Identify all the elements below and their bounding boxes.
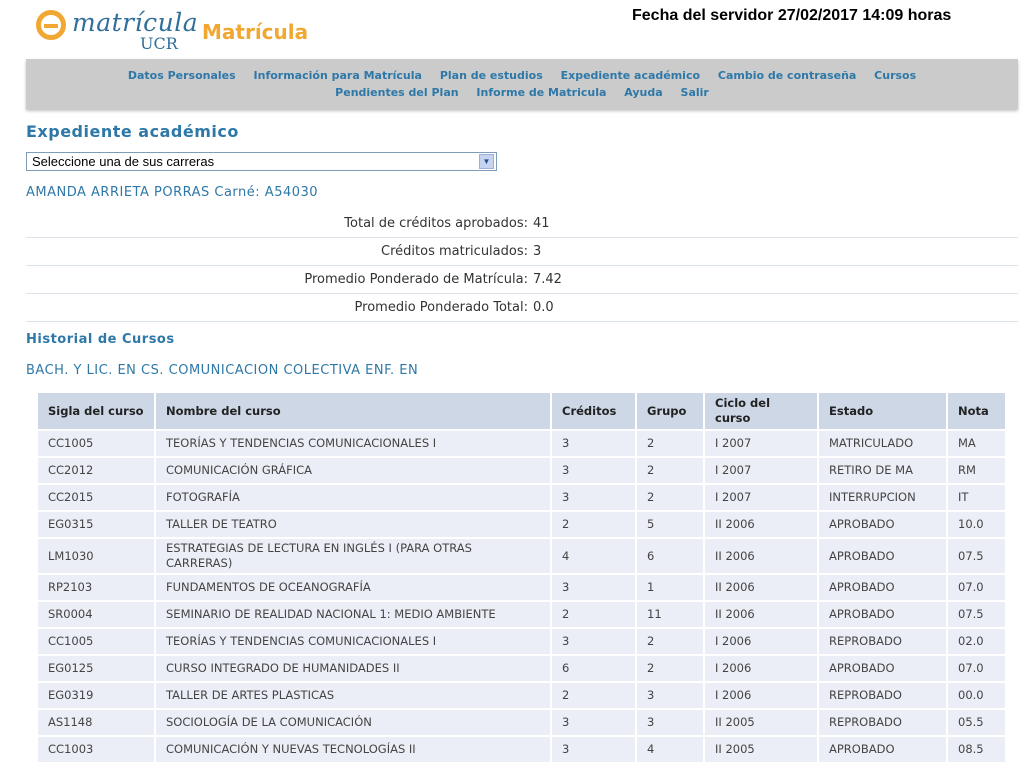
cell-grupo: 1 (636, 574, 704, 601)
nav-ayuda[interactable]: Ayuda (624, 86, 663, 99)
cell-ciclo: I 2007 (704, 430, 818, 457)
history-title: Historial de Cursos (26, 332, 175, 347)
cell-creditos: 2 (551, 682, 636, 709)
summary-label: Promedio Ponderado Total: (354, 300, 528, 315)
cell-creditos: 3 (551, 628, 636, 655)
table-header-row (38, 393, 1005, 430)
server-date: Fecha del servidor 27/02/2017 14:09 horas (632, 7, 952, 24)
program-name: BACH. Y LIC. EN CS. COMUNICACION COLECTIVA ENF. EN (26, 363, 419, 378)
ematricula-logo (34, 8, 334, 54)
cell-nombre: COMUNICACIÓN GRÁFICA (155, 457, 551, 484)
cell-sigla: EG0319 (38, 682, 155, 709)
cell-sigla: CC1003 (38, 736, 155, 762)
cell-creditos: 2 (551, 511, 636, 538)
nav-informacion-matricula[interactable]: Información para Matrícula (253, 69, 422, 82)
nav-salir[interactable]: Salir (680, 86, 709, 99)
cell-estado: INTERRUPCION (818, 484, 947, 511)
cell-sigla: SR0004 (38, 601, 155, 628)
cell-sigla: LM1030 (38, 538, 155, 574)
summary-label: Total de créditos aprobados: (344, 216, 528, 231)
cell-nombre: CURSO INTEGRADO DE HUMANIDADES II (155, 655, 551, 682)
cell-sigla: CC2015 (38, 484, 155, 511)
col-header-nombre: Nombre del curso (155, 393, 551, 430)
table-row (38, 484, 1005, 511)
cell-creditos: 3 (551, 457, 636, 484)
cell-nota: 07.5 (947, 601, 1005, 628)
summary-value: 3 (533, 244, 542, 259)
logo-title: Matrícula (202, 20, 309, 44)
cell-creditos: 3 (551, 736, 636, 762)
summary-value: 7.42 (533, 272, 562, 287)
table-row (38, 655, 1005, 682)
summary-row (26, 266, 1018, 294)
cell-nota: 08.5 (947, 736, 1005, 762)
cell-nota: 07.0 (947, 574, 1005, 601)
cell-sigla: CC1005 (38, 430, 155, 457)
table-row (38, 511, 1005, 538)
cell-estado: REPROBADO (818, 628, 947, 655)
cell-nota: RM (947, 457, 1005, 484)
cell-sigla: EG0315 (38, 511, 155, 538)
cell-ciclo: I 2006 (704, 682, 818, 709)
nav-plan-estudios[interactable]: Plan de estudios (439, 69, 543, 82)
career-select[interactable] (26, 152, 497, 171)
cell-creditos: 2 (551, 601, 636, 628)
cell-nota: 02.0 (947, 628, 1005, 655)
nav-cursos[interactable]: Cursos (874, 69, 917, 82)
cell-ciclo: I 2007 (704, 457, 818, 484)
cell-creditos: 6 (551, 655, 636, 682)
cell-nota: 10.0 (947, 511, 1005, 538)
col-header-ciclo: Ciclo del curso (704, 393, 818, 430)
courses-table (38, 393, 1005, 762)
cell-grupo: 11 (636, 601, 704, 628)
cell-nota: 07.5 (947, 538, 1005, 574)
cell-ciclo: II 2006 (704, 511, 818, 538)
table-row (38, 430, 1005, 457)
cell-ciclo: II 2006 (704, 538, 818, 574)
cell-nombre: SOCIOLOGÍA DE LA COMUNICACIÓN (155, 709, 551, 736)
cell-estado: APROBADO (818, 655, 947, 682)
summary-label: Créditos matriculados: (381, 244, 528, 259)
col-header-estado: Estado (818, 393, 947, 430)
cell-grupo: 2 (636, 628, 704, 655)
cell-estado: APROBADO (818, 538, 947, 574)
cell-nombre: ESTRATEGIAS DE LECTURA EN INGLÉS I (PARA OTRAS CARRERAS) (155, 538, 551, 574)
nav-informe-matricula[interactable]: Informe de Matricula (476, 86, 607, 99)
e-logo-icon (36, 10, 66, 40)
logo-script-text: matrícula (72, 8, 199, 37)
cell-estado: REPROBADO (818, 682, 947, 709)
cell-grupo: 2 (636, 430, 704, 457)
cell-ciclo: I 2006 (704, 655, 818, 682)
credits-summary (26, 210, 1018, 322)
cell-sigla: CC2012 (38, 457, 155, 484)
nav-row-2 (26, 84, 1018, 101)
cell-nombre: TALLER DE ARTES PLASTICAS (155, 682, 551, 709)
cell-ciclo: I 2007 (704, 484, 818, 511)
cell-estado: APROBADO (818, 736, 947, 762)
table-row (38, 574, 1005, 601)
cell-grupo: 2 (636, 457, 704, 484)
cell-nota: 00.0 (947, 682, 1005, 709)
student-name: AMANDA ARRIETA PORRAS Carné: A54030 (26, 185, 319, 200)
cell-creditos: 3 (551, 709, 636, 736)
cell-creditos: 4 (551, 538, 636, 574)
career-select-value: Seleccione una de sus carreras (32, 154, 215, 169)
table-row (38, 538, 1005, 574)
cell-nota: 05.5 (947, 709, 1005, 736)
summary-row (26, 210, 1018, 238)
cell-ciclo: II 2006 (704, 574, 818, 601)
cell-estado: APROBADO (818, 574, 947, 601)
cell-estado: APROBADO (818, 511, 947, 538)
page-title: Expediente académico (26, 122, 239, 141)
table-row (38, 682, 1005, 709)
col-header-sigla: Sigla del curso (38, 393, 155, 430)
summary-row (26, 238, 1018, 266)
cell-ciclo: II 2006 (704, 601, 818, 628)
table-row (38, 601, 1005, 628)
logo-ucr-text: UCR (140, 34, 178, 53)
cell-nombre: SEMINARIO DE REALIDAD NACIONAL 1: MEDIO AMBIENTE (155, 601, 551, 628)
cell-sigla: AS1148 (38, 709, 155, 736)
summary-label: Promedio Ponderado de Matrícula: (304, 272, 528, 287)
cell-grupo: 2 (636, 484, 704, 511)
cell-grupo: 6 (636, 538, 704, 574)
cell-sigla: EG0125 (38, 655, 155, 682)
cell-nota: 07.0 (947, 655, 1005, 682)
cell-sigla: RP2103 (38, 574, 155, 601)
table-row (38, 736, 1005, 762)
summary-row (26, 294, 1018, 322)
cell-nombre: FOTOGRAFÍA (155, 484, 551, 511)
courses-body (38, 430, 1005, 762)
main-navigation (26, 59, 1018, 109)
cell-ciclo: II 2005 (704, 736, 818, 762)
summary-value: 41 (533, 216, 550, 231)
cell-ciclo: II 2005 (704, 709, 818, 736)
cell-ciclo: I 2006 (704, 628, 818, 655)
cell-grupo: 3 (636, 682, 704, 709)
nav-pendientes-plan[interactable]: Pendientes del Plan (335, 86, 459, 99)
summary-value: 0.0 (533, 300, 554, 315)
col-header-grupo: Grupo (636, 393, 704, 430)
col-header-nota: Nota (947, 393, 1005, 430)
cell-grupo: 2 (636, 655, 704, 682)
chevron-down-icon[interactable]: ▼ (479, 154, 494, 169)
cell-nombre: TEORÍAS Y TENDENCIAS COMUNICACIONALES I (155, 430, 551, 457)
nav-row-1 (26, 59, 1018, 84)
nav-datos-personales[interactable]: Datos Personales (127, 69, 236, 82)
cell-nombre: TEORÍAS Y TENDENCIAS COMUNICACIONALES I (155, 628, 551, 655)
cell-nombre: TALLER DE TEATRO (155, 511, 551, 538)
cell-nota: MA (947, 430, 1005, 457)
cell-creditos: 3 (551, 574, 636, 601)
cell-creditos: 3 (551, 430, 636, 457)
cell-sigla: CC1005 (38, 628, 155, 655)
table-row (38, 628, 1005, 655)
cell-nota: IT (947, 484, 1005, 511)
cell-grupo: 3 (636, 709, 704, 736)
cell-nombre: COMUNICACIÓN Y NUEVAS TECNOLOGÍAS II (155, 736, 551, 762)
cell-grupo: 4 (636, 736, 704, 762)
cell-estado: APROBADO (818, 601, 947, 628)
cell-creditos: 3 (551, 484, 636, 511)
cell-estado: MATRICULADO (818, 430, 947, 457)
nav-cambio-contrasena[interactable]: Cambio de contraseña (717, 69, 857, 82)
cell-estado: RETIRO DE MA (818, 457, 947, 484)
cell-estado: REPROBADO (818, 709, 947, 736)
nav-expediente-academico[interactable]: Expediente académico (560, 69, 701, 82)
table-row (38, 457, 1005, 484)
col-header-creditos: Créditos (551, 393, 636, 430)
cell-nombre: FUNDAMENTOS DE OCEANOGRAFÍA (155, 574, 551, 601)
table-row (38, 709, 1005, 736)
cell-grupo: 5 (636, 511, 704, 538)
